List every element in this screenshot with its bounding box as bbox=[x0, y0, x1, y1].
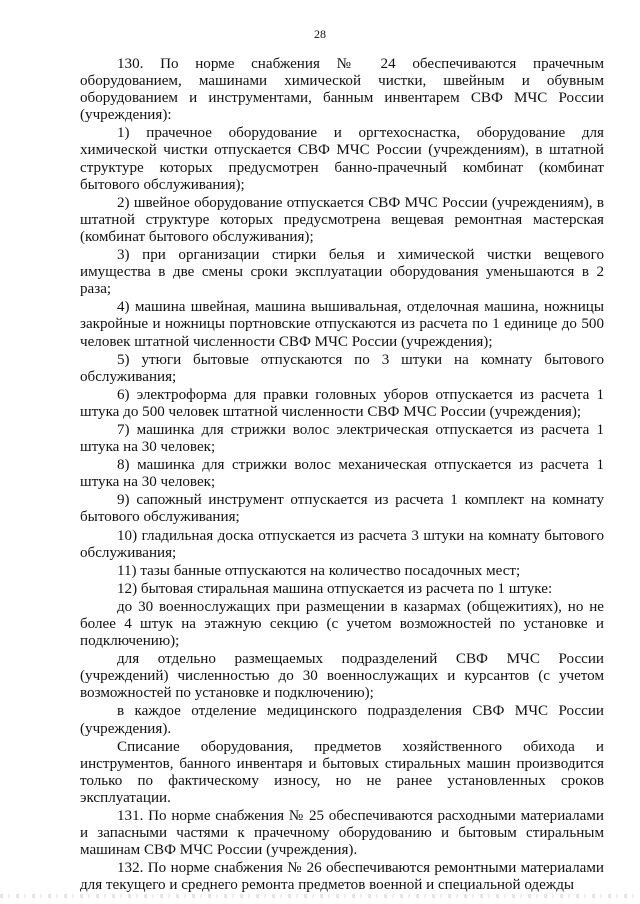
sub-item-separate-units: для отдельно размещаемых подразделений СВФ МЧС России (учреждений) численностью до 30 военнослужащих и курсантов (с учетом возможностей по установке и подключению); bbox=[80, 651, 604, 702]
list-item-5: 5) утюги бытовые отпускаются по 3 штуки на комнату бытового обслуживания; bbox=[80, 351, 604, 385]
sub-item-barracks: до 30 военнослужащих при размещении в казармах (общежитиях), но не более 4 штук на этажную секцию (с учетом возможностей по установке и подключению); bbox=[80, 598, 604, 650]
list-item-7: 7) машинка для стрижки волос электрическая отпускается из расчета 1 штука на 30 человек; bbox=[80, 421, 604, 456]
page-number: 28 bbox=[314, 27, 326, 41]
list-item-8: 8) машинка для стрижки волос механическая отпускается из расчета 1 штука на 30 человек; bbox=[80, 457, 604, 491]
paragraph-132: 132. По норме снабжения № 26 обеспечиваются ремонтными материалами для текущего и среднего ремонта предметов военной и специальной одежды bbox=[80, 860, 604, 894]
list-item-3: 3) при организации стирки белья и химической чистки вещевого имущества в две смены сроки эксплуатации оборудования уменьшаются в 2 раза; bbox=[80, 247, 604, 298]
paragraph-write-off: Списание оборудования, предметов хозяйственного обихода и инструментов, банного инвентаря и бытовых стиральных машин производится только по фактическому износу, но не ранее установленных сроков эксплуатации. bbox=[80, 738, 604, 806]
paragraph-130: 130. По норме снабжения № 24 обеспечиваются прачечным оборудованием, машинами химической чистки, швейным и обувным оборудованием и инструментами, банным инвентарем СВФ МЧС России (учреждения): bbox=[80, 56, 604, 124]
list-item-6: 6) электроформа для правки головных уборов отпускается из расчета 1 штука до 500 человек штатной численности СВФ МЧС России (учреждения); bbox=[80, 386, 604, 420]
paragraph-131: 131. По норме снабжения № 25 обеспечиваются расходными материалами и запасными частями к прачечному оборудованию и бытовым стиральным машинам СВФ МЧС России (учреждения). bbox=[80, 808, 604, 859]
list-item-10: 10) гладильная доска отпускается из расчета 3 штуки на комнату бытового обслуживания; bbox=[80, 527, 604, 561]
sub-item-medical: в каждое отделение медицинского подразделения СВФ МЧС России (учреждения). bbox=[80, 703, 604, 737]
document-body bbox=[80, 56, 604, 896]
list-item-12: 12) бытовая стиральная машина отпускается из расчета по 1 штуке: bbox=[117, 580, 553, 597]
list-item-11: 11) тазы банные отпускаются на количество посадочных мест; bbox=[117, 562, 521, 579]
list-item-9: 9) сапожный инструмент отпускается из расчета 1 комплект на комнату бытового обслуживания; bbox=[80, 492, 604, 526]
scan-edge-artifact bbox=[0, 894, 640, 898]
list-item-4: 4) машина швейная, машина вышивальная, отделочная машина, ножницы закройные и ножницы портновские отпускаются из расчета по 1 единице до 500 человек штатной численности СВФ МЧС России (учреждения); bbox=[80, 299, 604, 350]
list-item-2: 2) швейное оборудование отпускается СВФ МЧС России (учреждениям), в штатной структуре которых предусмотрена вещевая ремонтная мастерская (комбинат бытового обслуживания); bbox=[80, 194, 604, 245]
list-item-1: 1) прачечное оборудование и оргтехоснастка, оборудование для химической чистки отпускается СВФ МЧС России (учреждениям), в штатной структуре которых предусмотрен банно-прачечный комбинат (комбинат бытового обслуживания); bbox=[80, 125, 604, 193]
